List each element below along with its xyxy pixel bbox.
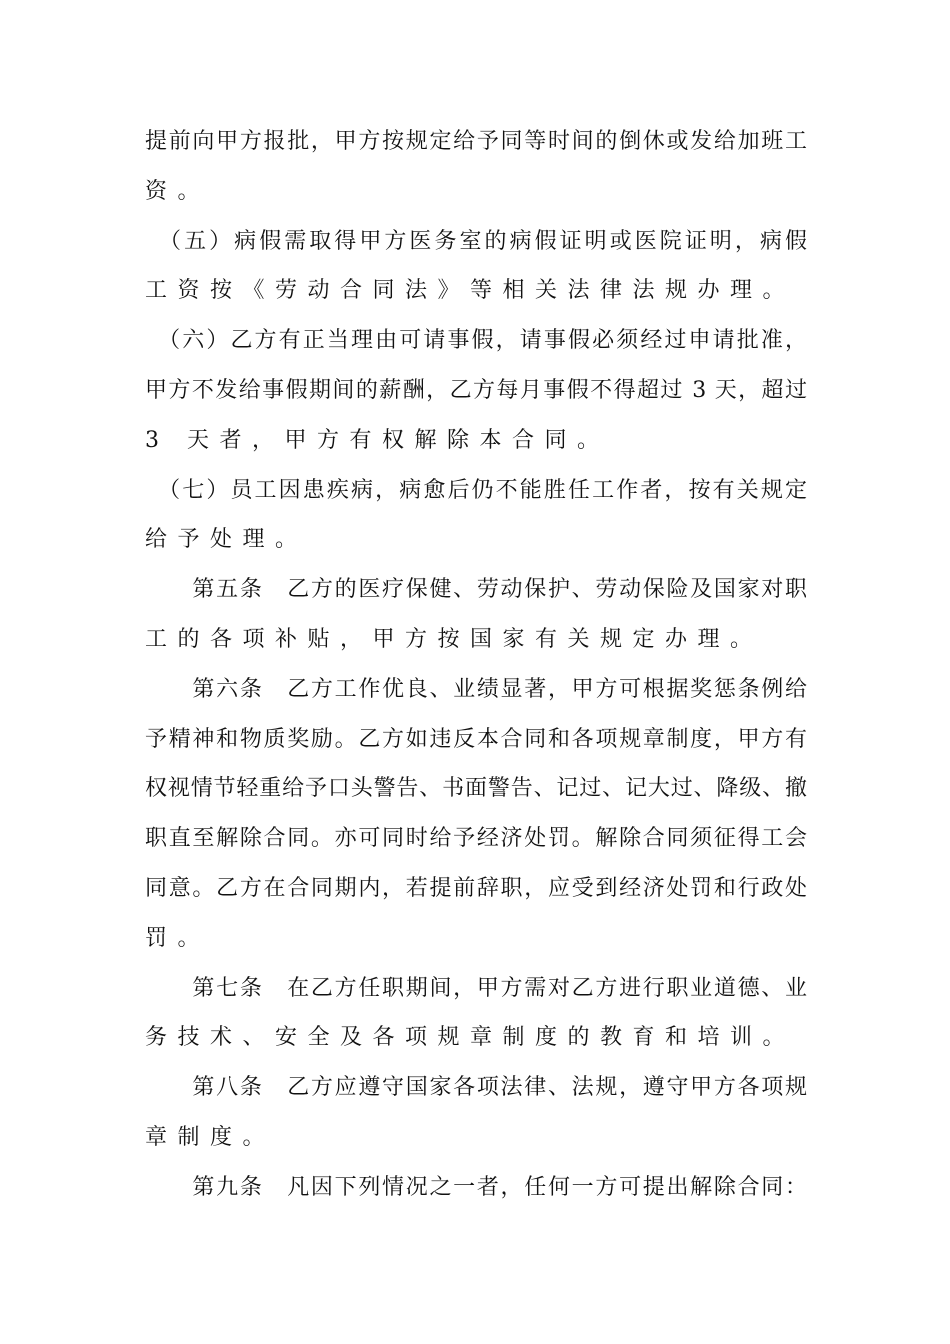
text-line: 予精神和物质奖励。乙方如违反本合同和各项规章制度，甲方有 (145, 726, 807, 752)
text-line: 第五条 乙方的医疗保健、劳动保护、劳动保险及国家对职 (145, 577, 807, 603)
text-line: 工资按《劳动合同法》等相关法律法规办理。 (145, 278, 796, 304)
text-line: （五）病假需取得甲方医务室的病假证明或医院证明，病假 (145, 228, 807, 254)
text-line: 3 天者，甲方有权解除本合同。 (145, 427, 610, 453)
text-line: 职直至解除合同。亦可同时给予经济处罚。解除合同须征得工会 (145, 826, 807, 852)
text-line: （六）乙方有正当理由可请事假，请事假必须经过申请批准， (145, 328, 807, 354)
text-line: 第六条 乙方工作优良、业绩显著，甲方可根据奖惩条例给 (145, 676, 807, 702)
text-line: 甲方不发给事假期间的薪酬，乙方每月事假不得超过 3 天，超过 (145, 377, 807, 403)
text-line: 第九条 凡因下列情况之一者，任何一方可提出解除合同： (145, 1174, 807, 1200)
text-line: （七）员工因患疾病，病愈后仍不能胜任工作者，按有关规定 (145, 477, 807, 503)
text-line: 务技术、安全及各项规章制度的教育和培训。 (145, 1025, 796, 1051)
text-line: 罚。 (145, 925, 211, 951)
document-body (145, 117, 807, 1213)
text-line: 工的各项补贴，甲方按国家有关规定办理。 (145, 626, 763, 652)
text-line: 资。 (145, 178, 211, 204)
text-line: 提前向甲方报批，甲方按规定给予同等时间的倒休或发给加班工 (145, 129, 807, 154)
text-line: 章制度。 (145, 1124, 276, 1150)
text-line: 权视情节轻重给予口头警告、书面警告、记过、记大过、降级、撤 (145, 776, 807, 802)
text-line: 同意。乙方在合同期内，若提前辞职，应受到经济处罚和行政处 (145, 875, 807, 901)
text-line: 给予处理。 (145, 527, 308, 553)
text-line: 第七条 在乙方任职期间，甲方需对乙方进行职业道德、业 (145, 975, 807, 1001)
text-line: 第八条 乙方应遵守国家各项法律、法规，遵守甲方各项规 (145, 1075, 807, 1101)
